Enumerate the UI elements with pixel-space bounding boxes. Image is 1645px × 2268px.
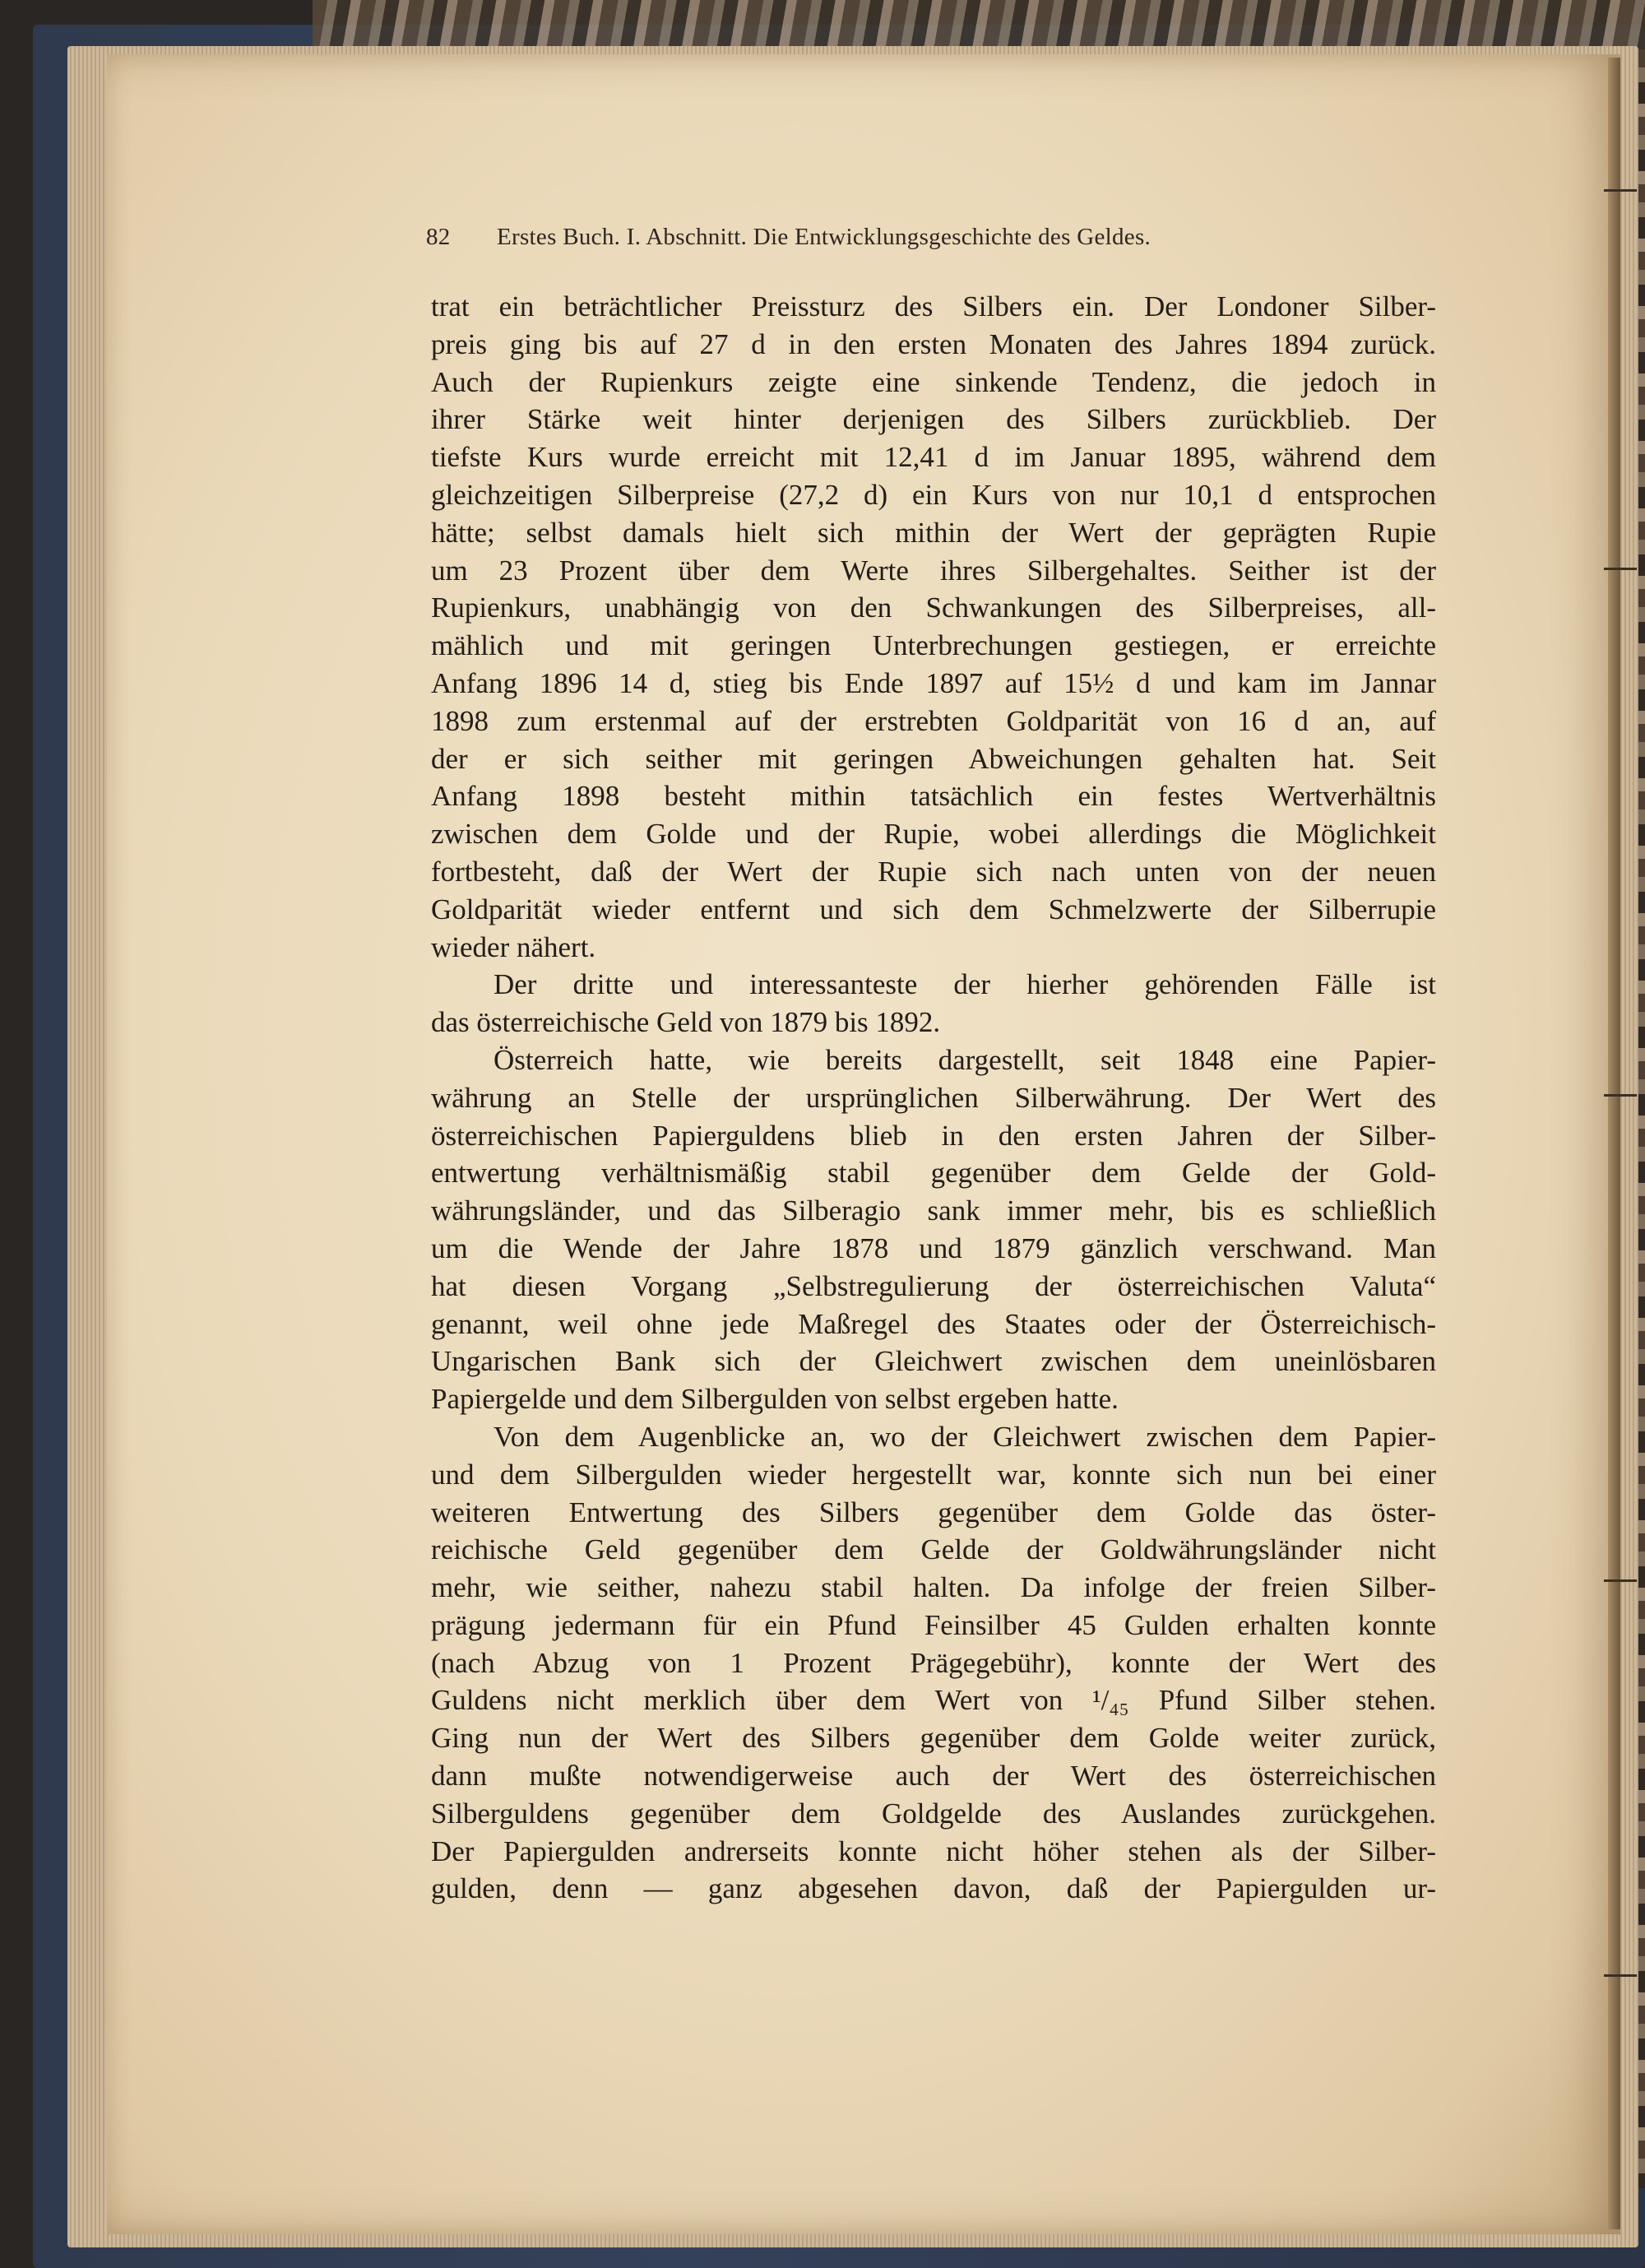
text-line: genannt, weil ohne jede Maßregel des Staates oder der Österreichisch- — [431, 1307, 1436, 1340]
text-line: und dem Silbergulden wieder hergestellt war, konnte sich nun bei einer — [431, 1458, 1436, 1491]
text-line: preis ging bis auf 27 d in den ersten Monaten des Jahres 1894 zurück. — [431, 327, 1436, 360]
body-text — [431, 288, 1436, 1908]
text-line: fortbesteht, daß der Wert der Rupie sich nach unten von der neuen — [431, 855, 1436, 888]
page-number: 82 — [426, 224, 451, 250]
running-head — [426, 224, 1495, 257]
running-head-title: Erstes Buch. I. Abschnitt. Die Entwicklungsgeschichte des Geldes. — [497, 224, 1152, 250]
text-line: tiefste Kurs wurde erreicht mit 12,41 d im Januar 1895, während dem — [431, 441, 1436, 474]
text-line: Österreich hatte, wie bereits dargestellt, seit 1848 eine Papier- — [494, 1043, 1436, 1076]
text-line: hätte; selbst damals hielt sich mithin der Wert der geprägten Rupie — [431, 516, 1436, 549]
text-line: gleichzeitigen Silberpreise (27,2 d) ein Kurs von nur 10,1 d entsprochen — [431, 478, 1436, 511]
text-line: gulden, denn — ganz abgesehen davon, daß der Papiergulden ur- — [431, 1872, 1436, 1905]
text-line: mehr, wie seither, nahezu stabil halten. Da infolge der freien Silber- — [431, 1571, 1436, 1604]
text-line: wieder nähert. — [431, 930, 596, 963]
text-line: Goldparität wieder entfernt und sich dem Schmelzwerte der Silberrupie — [431, 893, 1436, 925]
text-line: um 23 Prozent über dem Werte ihres Silbergehaltes. Seither ist der — [431, 554, 1436, 587]
text-line: um die Wende der Jahre 1878 und 1879 gänzlich verschwand. Man — [431, 1231, 1436, 1264]
text-line: Ging nun der Wert des Silbers gegenüber dem Golde weiter zurück, — [431, 1722, 1436, 1755]
text-line: Rupienkurs, unabhängig von den Schwankungen des Silberpreises, all- — [431, 591, 1436, 624]
text-line: Der dritte und interessanteste der hierher gehörenden Fälle ist — [494, 968, 1436, 1001]
text-line: ihrer Stärke weit hinter derjenigen des Silbers zurückblieb. Der — [431, 403, 1436, 436]
text-line: trat ein beträchtlicher Preissturz des Silbers ein. Der Londoner Silber- — [431, 290, 1436, 322]
text-line: Auch der Rupienkurs zeigte eine sinkende Tendenz, die jedoch in — [431, 365, 1436, 398]
text-line: der er sich seither mit geringen Abweichungen gehalten hat. Seit — [431, 742, 1436, 775]
text-line: dann mußte notwendigerweise auch der Wert des österreichischen — [431, 1760, 1436, 1793]
text-line: Ungarischen Bank sich der Gleichwert zwischen dem uneinlösbaren — [431, 1345, 1436, 1378]
text-line: Papiergelde und dem Silbergulden von selbst ergeben hatte. — [431, 1383, 1119, 1416]
text-line: (nach Abzug von 1 Prozent Prägegebühr), konnte der Wert des — [431, 1646, 1436, 1679]
text-line: Von dem Augenblicke an, wo der Gleichwert zwischen dem Papier- — [494, 1420, 1436, 1453]
text-line: weiteren Entwertung des Silbers gegenüber dem Golde das öster- — [431, 1496, 1436, 1528]
text-line: Guldens nicht merklich über dem Wert von ¹/₄₅ Pfund Silber stehen. — [431, 1684, 1436, 1717]
text-line: das österreichische Geld von 1879 bis 1892. — [431, 1006, 941, 1039]
text-line: Anfang 1898 besteht mithin tatsächlich ein festes Wertverhältnis — [431, 780, 1436, 813]
text-line: österreichischen Papierguldens blieb in den ersten Jahren der Silber- — [431, 1119, 1436, 1152]
text-line: hat diesen Vorgang „Selbstregulierung der österreichischen Valuta“ — [431, 1269, 1436, 1302]
text-line: 1898 zum erstenmal auf der erstrebten Goldparität von 16 d an, auf — [431, 704, 1436, 737]
text-line: entwertung verhältnismäßig stabil gegenüber dem Gelde der Gold- — [431, 1157, 1436, 1190]
text-line: Anfang 1896 14 d, stieg bis Ende 1897 auf 15½ d und kam im Jannar — [431, 666, 1436, 699]
text-line: währung an Stelle der ursprünglichen Silberwährung. Der Wert des — [431, 1081, 1436, 1114]
page-edge-marks — [1604, 181, 1637, 2155]
text-line: reichische Geld gegenüber dem Gelde der Goldwährungsländer nicht — [431, 1533, 1436, 1566]
text-line: Silberguldens gegenüber dem Goldgelde des Auslandes zurückgehen. — [431, 1797, 1436, 1830]
text-line: Der Papiergulden andrerseits konnte nicht höher stehen als der Silber- — [431, 1834, 1436, 1867]
marbled-endpaper-top — [313, 0, 1645, 49]
text-line: prägung jedermann für ein Pfund Feinsilber 45 Gulden erhalten konnte — [431, 1608, 1436, 1641]
text-line: mählich und mit geringen Unterbrechungen gestiegen, er erreichte — [431, 629, 1436, 662]
text-line: währungsländer, und das Silberagio sank immer mehr, bis es schließlich — [431, 1194, 1436, 1227]
text-line: zwischen dem Golde und der Rupie, wobei allerdings die Möglichkeit — [431, 818, 1436, 851]
